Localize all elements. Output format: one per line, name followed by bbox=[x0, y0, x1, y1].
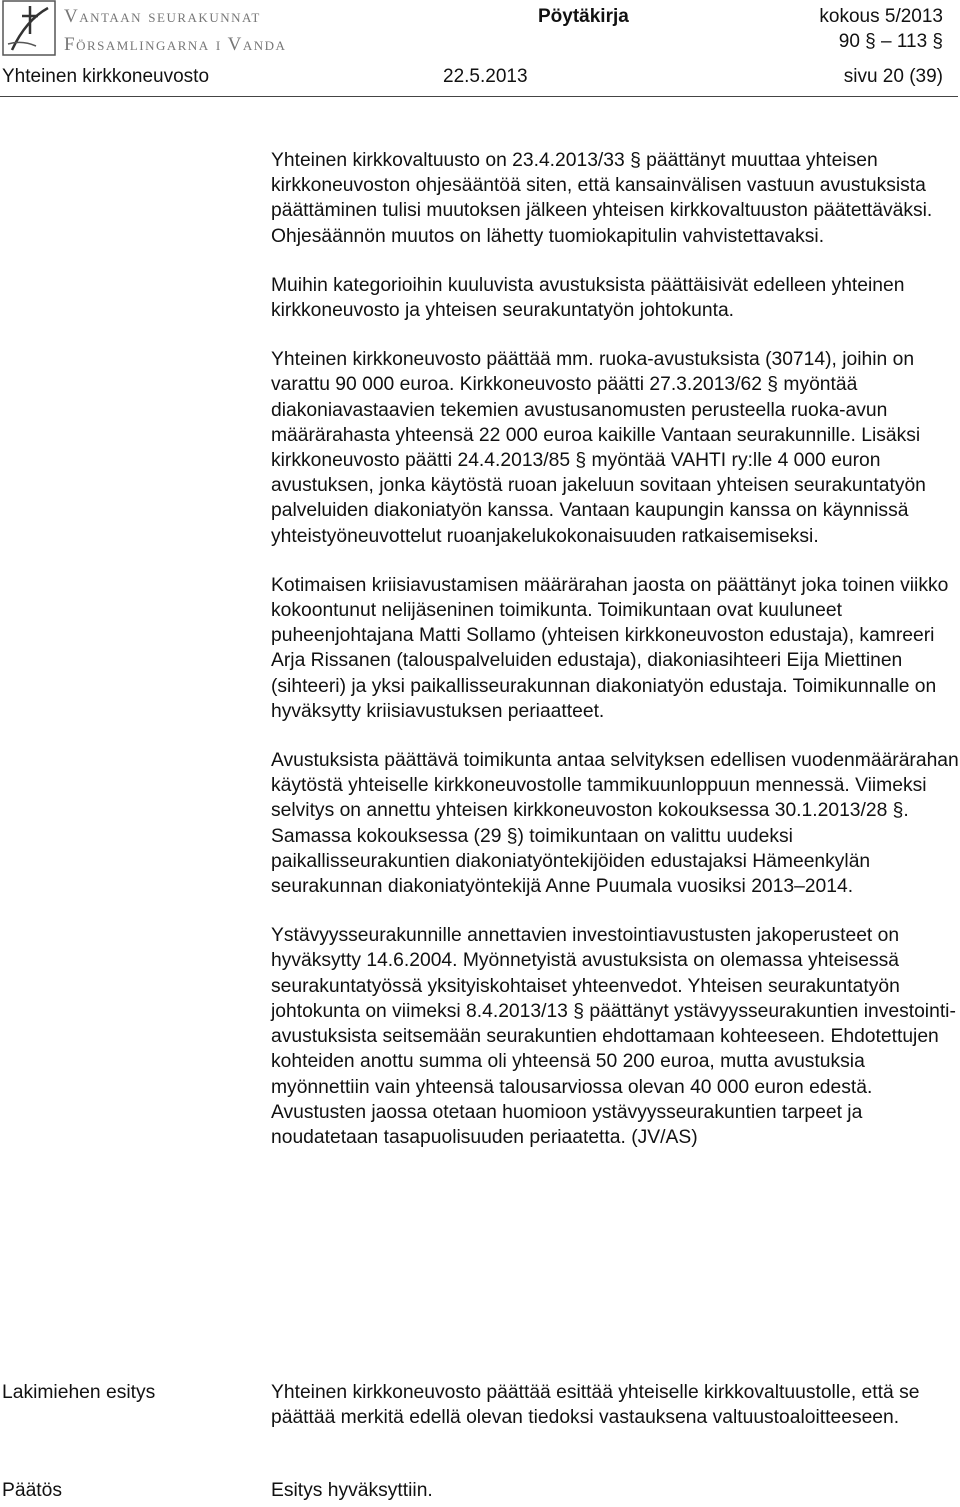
minutes-body bbox=[271, 148, 960, 1150]
header-divider bbox=[0, 96, 958, 97]
meeting-date: 22.5.2013 bbox=[443, 66, 528, 87]
document-type: Pöytäkirja bbox=[538, 6, 629, 27]
section-range: 90 § – 113 § bbox=[838, 31, 943, 52]
paragraph: Ystävyysseurakunnille annettavien investointiavustusten jakoperusteet on hyväksytty 14.6.2004. Myönnetyistä avustuksista on olemassa yhteisessä seurakuntatyössä yksityiskohtaiset yhteenvedot. Yhteisen seurakuntatyön johtokunta on viimeksi 8.4.2013/13 § päättänyt ystävyysseurakuntien investointi-avustuksista seitsemään seurakuntien ehdottamaan kohteeseen. Ehdotettujen kohteiden anottu summa oli yhteensä 50 200 euroa, mutta avustuksia myönnettiin vain yhteensä talousarviossa olevan 40 000 euron edestä. Avustusten jaossa otetaan huomioon ystävyysseurakuntien tarpeet ja noudatetaan tasapuolisuuden periaatetta. (JV/AS) bbox=[271, 925, 956, 1148]
body-name: Yhteinen kirkkoneuvosto bbox=[2, 66, 210, 87]
church-logo-icon bbox=[2, 0, 56, 56]
page-number: sivu 20 (39) bbox=[843, 66, 943, 87]
proposal-text bbox=[271, 1380, 960, 1430]
proposal-label: Lakimiehen esitys bbox=[2, 1382, 156, 1403]
proposal-paragraph: Yhteinen kirkkoneuvosto päättää esittää yhteiselle kirkkovaltuustolle, että se päättää merkitä edellä olevan tiedoksi vastauksena valtuustoaloitteeseen. bbox=[271, 1382, 920, 1429]
org-name-swedish: Församlingarna i Vanda bbox=[64, 34, 287, 55]
paragraph: Kotimaisen kriisiavustamisen määrärahan jaosta on päättänyt joka toinen viikko kokoontunut nelijäseninen toimikunta. Toimikuntaan ovat kuuluneet puheenjohtajana Matti Sollamo (yhteisen kirkkoneuvoston edustaja), kamreeri Arja Rissanen (talouspalveluiden edustaja), diakoniasihteeri Eija Miettinen (sihteeri) ja yksi paikallisseurakunnan diakoniatyön edustaja. Toimikunnalle on hyväksytty kriisiavustuksen periaatteet. bbox=[271, 574, 949, 722]
org-name-finnish: Vantaan seurakunnat bbox=[64, 6, 261, 27]
paragraph: Yhteinen kirkkovaltuusto on 23.4.2013/33 § päättänyt muuttaa yhteisen kirkkoneuvoston ohjesääntöä siten, että kansainvälisen vastuun avustuksista päättäminen tulisi muutoksen jälkeen yhteisen kirkkovaltuuston päätettäväksi. Ohjesäännön muutos on lähetty tuomiokapitulin vahvistettavaksi. bbox=[271, 150, 933, 247]
meeting-number: kokous 5/2013 bbox=[819, 6, 943, 27]
paragraph: Muihin kategorioihin kuuluvista avustuksista päättäisivät edelleen yhteinen kirkkoneuvosto ja yhteisen seurakuntatyön johtokunta. bbox=[271, 274, 905, 322]
decision-paragraph: Esitys hyväksyttiin. bbox=[271, 1480, 433, 1501]
decision-text bbox=[271, 1478, 960, 1503]
decision-label: Päätös bbox=[2, 1480, 63, 1501]
paragraph: Avustuksista päättävä toimikunta antaa selvityksen edellisen vuodenmäärärahan käytöstä yhteiselle kirkkoneuvostolle tammikuunloppuun mennessä. Viimeksi selvitys on annettu yhteisen kirkkoneuvoston kokouksessa 30.1.2013/28 §. Samassa kokouksessa (29 §) toimikuntaan on valittu uudeksi paikallisseurakuntien diakoniatyöntekijöiden edustajaksi Hämeenkylän seurakunnan diakoniatyöntekijä Anne Puumala vuosiksi 2013–2014. bbox=[271, 750, 959, 898]
paragraph: Yhteinen kirkkoneuvosto päättää mm. ruoka-avustuksista (30714), joihin on varattu 90 000 euroa. Kirkkoneuvosto päätti 27.3.2013/62 § myöntää diakoniavastaavien tekemien avustusanomusten perusteella ruoka-avun määrärahasta yhteensä 22 000 euroa kaikille Vantaan seurakunnille. Lisäksi kirkkoneuvosto päätti 24.4.2013/85 § myöntää VAHTI ry:lle 4 000 euron avustuksen, jonka käytöstä ruoan jakeluun sovitaan yhteisen seurakuntatyön palveluiden diakoniatyön kanssa. Vantaan kaupungin kanssa on käynnissä yhteistyöneuvottelut ruoanjakelukokonaisuuden ratkaisemiseksi. bbox=[271, 349, 926, 547]
